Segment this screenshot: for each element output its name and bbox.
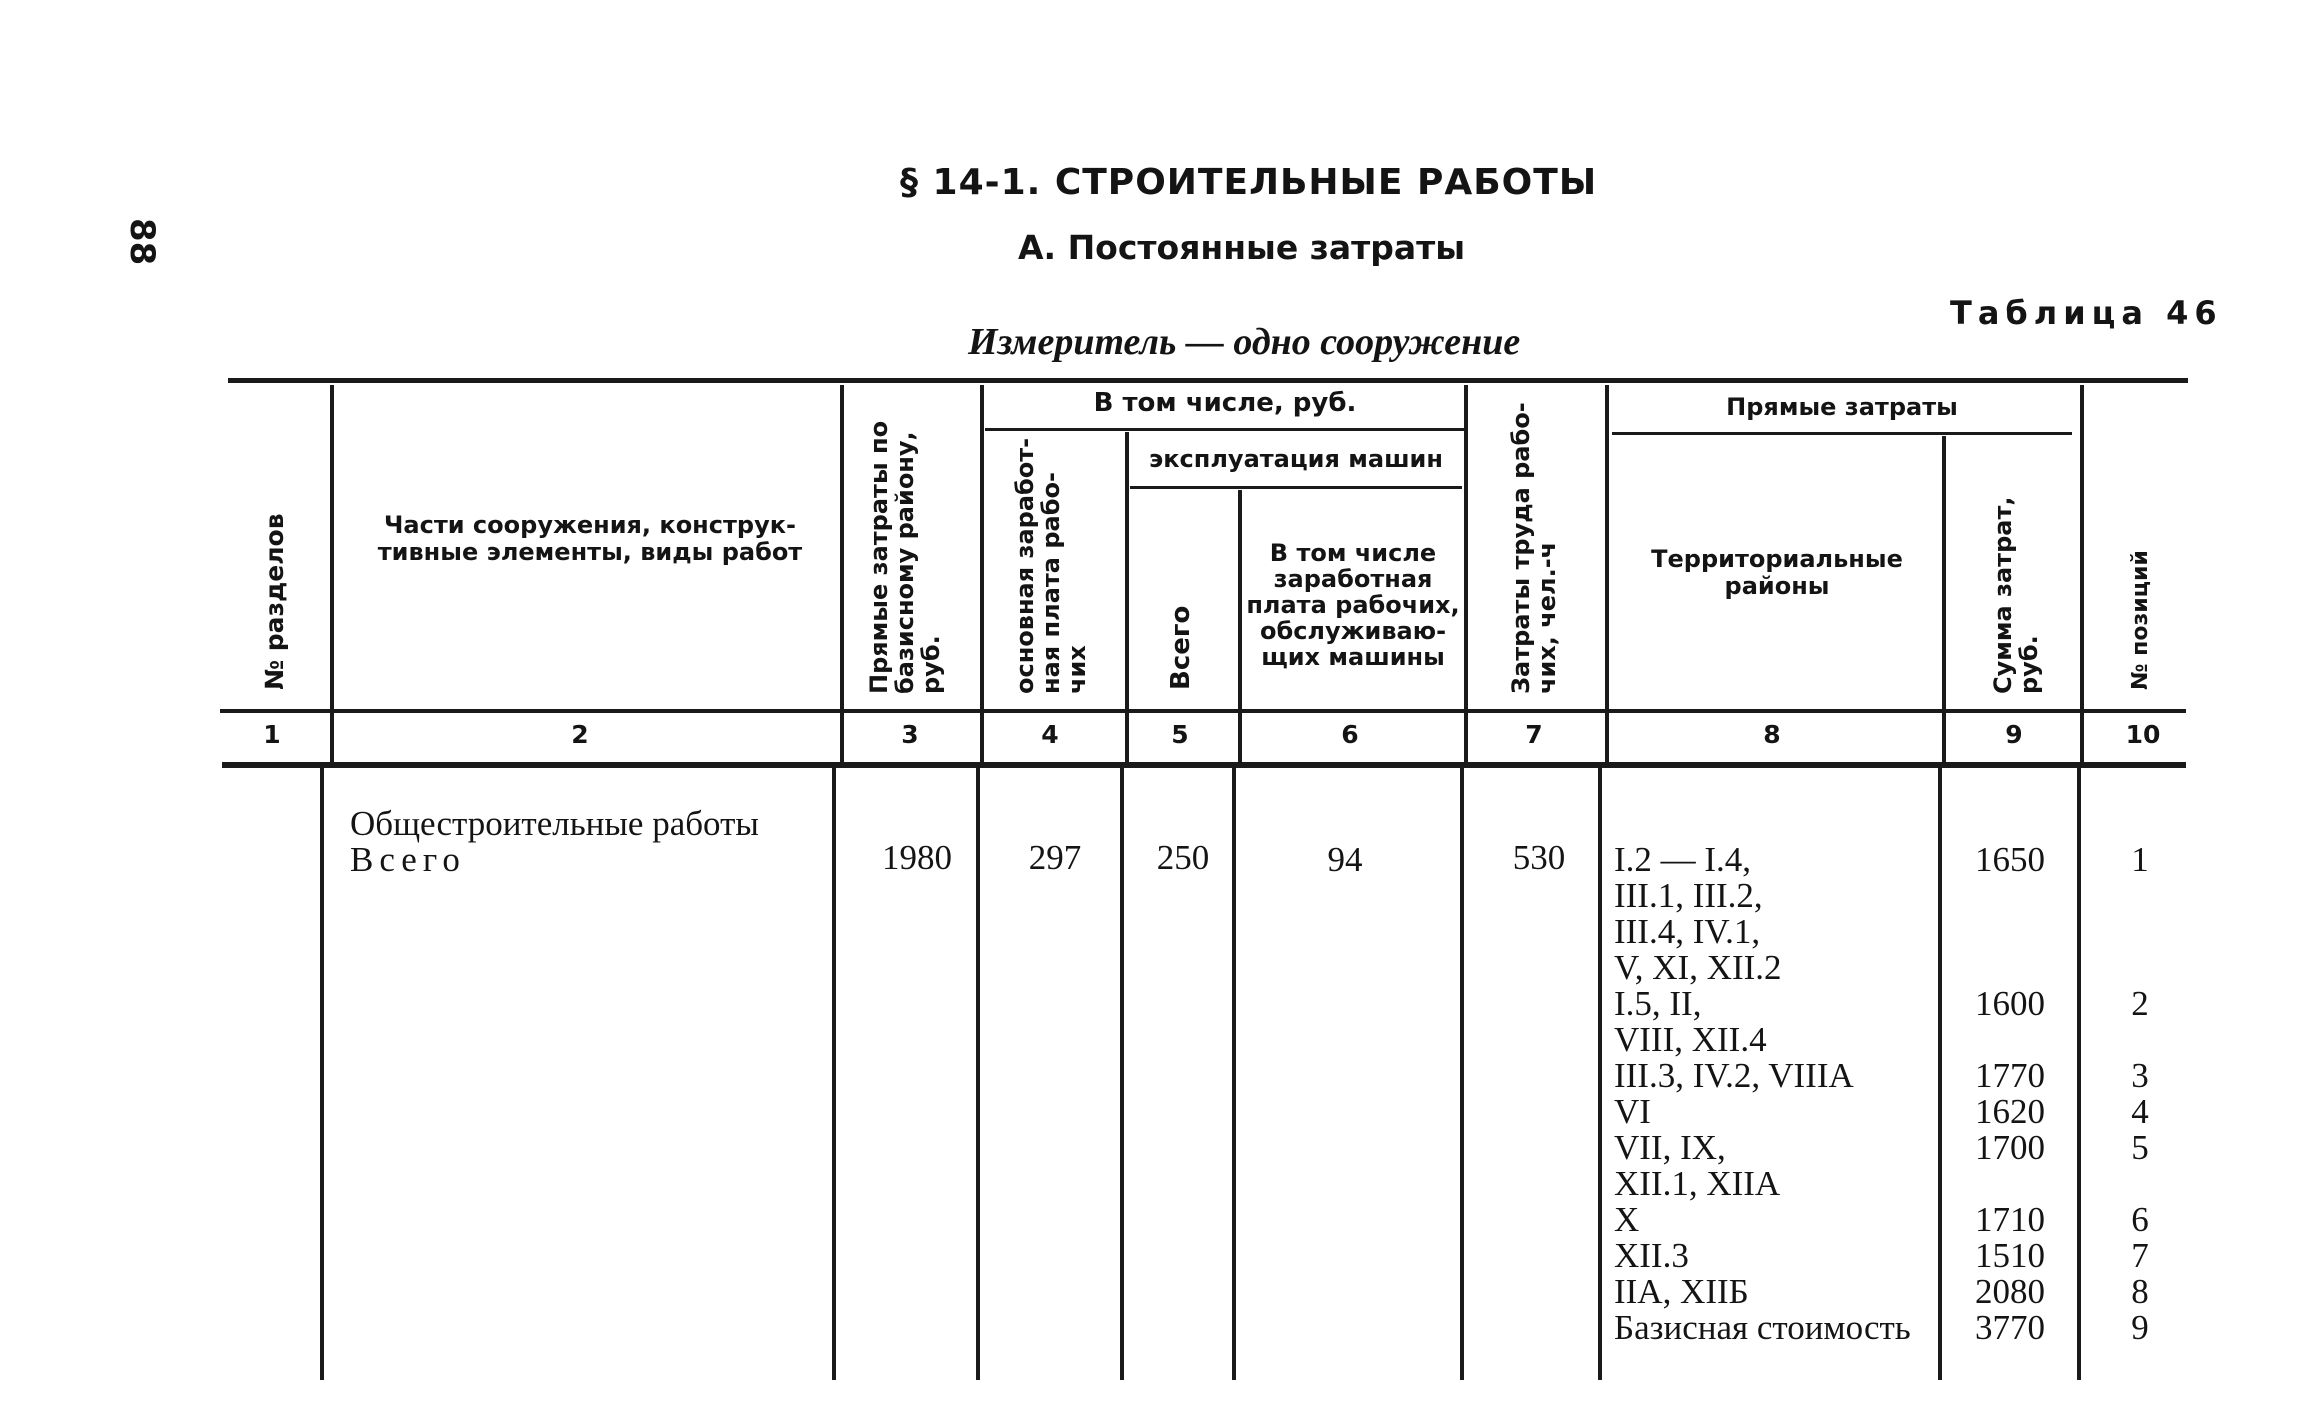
colnum-bottom-rule bbox=[222, 762, 2186, 768]
region-text: I.2 — I.4, bbox=[1614, 840, 1752, 879]
header-col4: основная заработ- ная плата рабо- чих bbox=[1011, 437, 1091, 694]
page-number: 88 bbox=[122, 218, 162, 266]
region-position: 1 bbox=[2131, 840, 2149, 879]
region-position: 5 bbox=[2131, 1128, 2149, 1167]
region-text: III.4, IV.1, bbox=[1614, 912, 1761, 951]
region-sum: 1510 bbox=[1975, 1236, 2045, 1275]
table-label: Таблица 46 bbox=[1950, 294, 2223, 332]
v-sep-5 bbox=[1238, 490, 1242, 763]
region-text: VI bbox=[1614, 1092, 1651, 1131]
header-col3: Прямые затраты по базисному району, руб. bbox=[865, 420, 945, 694]
header-col2: Части сооружения, конструк- тивные элементы, виды работ bbox=[377, 511, 803, 566]
header-group-incl: В том числе, руб. bbox=[1093, 388, 1357, 418]
region-text: III.1, III.2, bbox=[1614, 876, 1763, 915]
region-sum: 1700 bbox=[1975, 1128, 2045, 1167]
region-position: 7 bbox=[2131, 1236, 2149, 1275]
colnum-6: 6 bbox=[1341, 720, 1359, 749]
v-sep-7 bbox=[1605, 385, 1609, 763]
v-body-2 bbox=[832, 768, 836, 1380]
region-position: 6 bbox=[2131, 1200, 2149, 1239]
row-name-line2: Всего bbox=[350, 840, 466, 879]
v-body-9 bbox=[2077, 768, 2081, 1380]
cell-direct-cost: 1980 bbox=[882, 838, 952, 877]
header-col1: № разделов bbox=[260, 513, 289, 690]
colnum-10: 10 bbox=[2125, 720, 2161, 749]
table-top-rule bbox=[228, 378, 2188, 383]
colnum-9: 9 bbox=[2005, 720, 2023, 749]
region-sum: 1650 bbox=[1975, 840, 2045, 879]
v-body-8 bbox=[1938, 768, 1942, 1380]
v-sep-9 bbox=[2080, 385, 2084, 763]
v-sep-8 bbox=[1942, 436, 1946, 763]
region-sum: 1770 bbox=[1975, 1056, 2045, 1095]
colnum-1: 1 bbox=[263, 720, 281, 749]
header-col7: Затраты труда рабо- чих, чел.-ч bbox=[1507, 402, 1561, 694]
v-sep-4 bbox=[1125, 432, 1129, 763]
colnum-7: 7 bbox=[1525, 720, 1543, 749]
v-sep-2 bbox=[840, 385, 844, 763]
cell-machines-total: 250 bbox=[1156, 838, 1210, 877]
section-title: § 14-1. СТРОИТЕЛЬНЫЕ РАБОТЫ bbox=[900, 162, 1598, 203]
region-sum: 3770 bbox=[1975, 1308, 2045, 1347]
header-col10: № позиций bbox=[2128, 550, 2153, 690]
cell-labor: 530 bbox=[1512, 838, 1566, 877]
header-group-direct: Прямые затраты bbox=[1726, 393, 1958, 421]
region-text: VII, IX, bbox=[1614, 1128, 1726, 1167]
region-position: 8 bbox=[2131, 1272, 2149, 1311]
region-position: 4 bbox=[2131, 1092, 2149, 1131]
cell-machines-wages: 94 bbox=[1327, 840, 1363, 879]
region-text: XII.1, XIIA bbox=[1614, 1164, 1781, 1203]
region-text: X bbox=[1614, 1200, 1640, 1239]
group-direct-rule bbox=[1612, 432, 2072, 435]
subsection-title: А. Постоянные затраты bbox=[1018, 228, 1466, 267]
region-position: 3 bbox=[2131, 1056, 2149, 1095]
v-body-3 bbox=[976, 768, 980, 1380]
region-text: XII.3 bbox=[1614, 1236, 1689, 1275]
row-name-line1: Общестроительные работы bbox=[350, 804, 759, 843]
v-body-1 bbox=[320, 768, 324, 1380]
region-text: VIII, XII.4 bbox=[1614, 1020, 1767, 1059]
colnum-8: 8 bbox=[1763, 720, 1781, 749]
measure-caption: Измеритель — одно сооружение bbox=[968, 321, 1521, 363]
region-text: I.5, II, bbox=[1614, 984, 1702, 1023]
v-sep-3 bbox=[980, 385, 984, 763]
v-sep-1 bbox=[330, 385, 334, 763]
colnum-4: 4 bbox=[1041, 720, 1059, 749]
header-col5: Всего bbox=[1166, 605, 1196, 690]
region-text: IIA, XIIБ bbox=[1614, 1272, 1749, 1311]
region-text: III.3, IV.2, VIIIA bbox=[1614, 1056, 1854, 1095]
v-sep-6 bbox=[1464, 385, 1468, 763]
v-body-7 bbox=[1598, 768, 1602, 1380]
header-col9: Сумма затрат, руб. bbox=[1989, 496, 2043, 694]
group-machines-rule bbox=[1130, 486, 1462, 489]
header-col8: Территориальные районы bbox=[1651, 545, 1903, 600]
header-col6: В том числе заработная плата рабочих, обслуживаю- щих машины bbox=[1246, 539, 1460, 671]
region-text: Базисная стоимость bbox=[1614, 1308, 1911, 1347]
v-body-4 bbox=[1120, 768, 1124, 1380]
colnum-2: 2 bbox=[571, 720, 589, 749]
region-text: V, XI, XII.2 bbox=[1614, 948, 1782, 987]
colnum-3: 3 bbox=[901, 720, 919, 749]
region-position: 9 bbox=[2131, 1308, 2149, 1347]
v-body-5 bbox=[1232, 768, 1236, 1380]
region-position: 2 bbox=[2131, 984, 2149, 1023]
region-sum: 1620 bbox=[1975, 1092, 2045, 1131]
cell-wages: 297 bbox=[1028, 838, 1082, 877]
region-sum: 1710 bbox=[1975, 1200, 2045, 1239]
v-body-6 bbox=[1460, 768, 1464, 1380]
header-group-machines: эксплуатация машин bbox=[1149, 445, 1443, 473]
colnum-5: 5 bbox=[1171, 720, 1189, 749]
region-sum: 2080 bbox=[1975, 1272, 2045, 1311]
region-sum: 1600 bbox=[1975, 984, 2045, 1023]
header-bottom-rule bbox=[220, 709, 2186, 713]
group-incl-rule bbox=[985, 428, 1465, 431]
